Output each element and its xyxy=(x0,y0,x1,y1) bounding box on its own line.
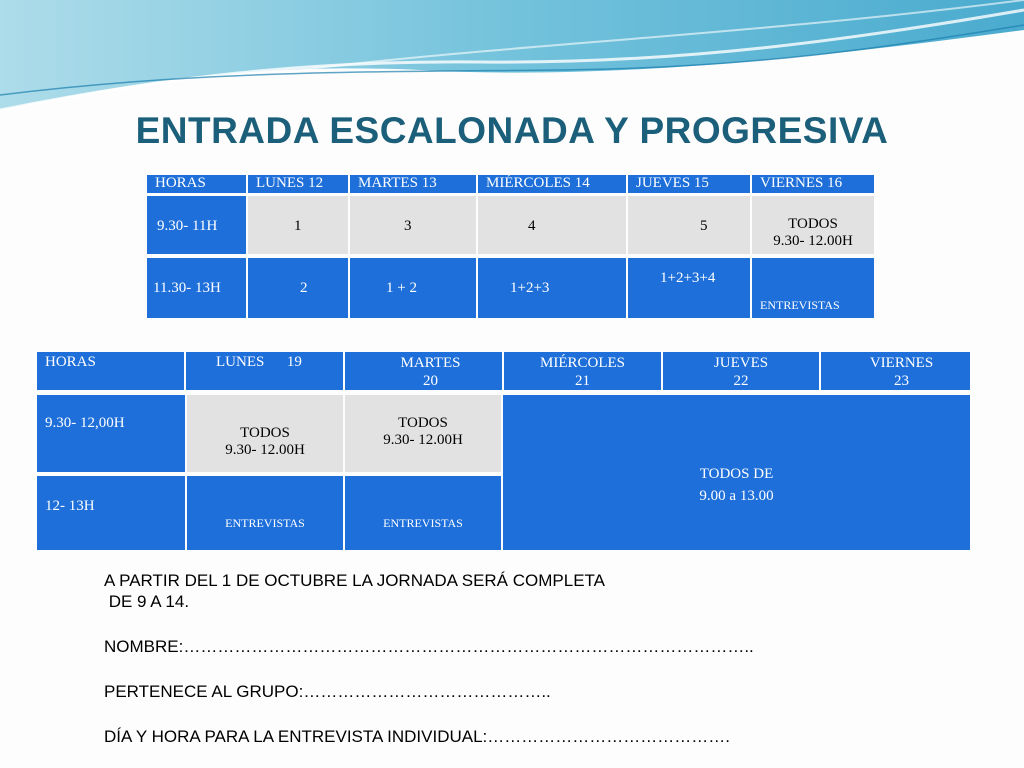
table1-row2-hour: 11.30- 13H xyxy=(147,258,246,318)
table2-row1-martes-line1: TODOS xyxy=(398,415,448,431)
table1-header-lunes: LUNES 12 xyxy=(248,175,348,193)
table1-header-jueves: JUEVES 15 xyxy=(628,175,750,193)
notes-section xyxy=(104,570,754,747)
table2-header-jueves-num: 22 xyxy=(733,373,749,389)
table1-row1-lunes: 1 xyxy=(248,196,348,254)
page-title: ENTRADA ESCALONADA Y PROGRESIVA xyxy=(135,110,889,151)
table2-header-jueves-day: JUEVES xyxy=(713,355,769,371)
table2-header-viernes-day: VIERNES xyxy=(869,355,934,371)
table2-row2-martes: ENTREVISTAS xyxy=(345,476,501,550)
table2-header-miercoles xyxy=(504,352,661,390)
table2-row1-martes xyxy=(345,395,501,472)
table1-row1-hour: 9.30- 11H xyxy=(147,196,246,254)
field-grupo: PERTENECE AL GRUPO:…………………………………….. xyxy=(104,682,551,701)
table1-row1-miercoles: 4 xyxy=(478,196,626,254)
table2-header-jueves xyxy=(663,352,819,390)
table1-row1-martes: 3 xyxy=(350,196,476,254)
table2-row1-lunes-line1: TODOS xyxy=(240,425,290,441)
table2-merged-line2: 9.00 a 13.00 xyxy=(699,488,774,504)
table2-header-martes xyxy=(345,352,502,390)
table2-header-martes-day: MARTES xyxy=(400,355,461,371)
table2-header-martes-num: 20 xyxy=(423,373,438,389)
table2-header-miercoles-num: 21 xyxy=(575,373,590,389)
field-nombre: NOMBRE:……………………………………………………………………………………….. xyxy=(104,637,754,656)
table2-row1-martes-line2: 9.30- 12.00H xyxy=(383,432,463,448)
table1-row2-miercoles: 1+2+3 xyxy=(478,258,626,318)
table1-row2-lunes: 2 xyxy=(248,258,348,318)
table2-header-viernes xyxy=(821,352,970,390)
table2-row2-hour: 12- 13H xyxy=(37,476,185,550)
table1-row1-viernes-line2: 9.30- 12.00H xyxy=(773,233,853,249)
table1-row1-viernes-line1: TODOS xyxy=(788,216,838,232)
table2-header-lunes: LUNES 19 xyxy=(186,352,343,390)
table1-header-miercoles: MIÉRCOLES 14 xyxy=(478,175,626,193)
table2-row1-lunes xyxy=(187,395,343,472)
table2-header-horas: HORAS xyxy=(37,352,184,390)
table1-row2-martes: 1 + 2 xyxy=(350,258,476,318)
field-entrevista: DÍA Y HORA PARA LA ENTREVISTA INDIVIDUAL:……………………………………. xyxy=(104,727,730,746)
table1-header-viernes: VIERNES 16 xyxy=(752,175,874,193)
decorative-waves xyxy=(0,0,1024,120)
table1-header-horas: HORAS xyxy=(147,175,246,193)
table2-merged-line1: TODOS DE xyxy=(699,466,774,482)
table2-header-miercoles-day: MIÉRCOLES xyxy=(539,355,625,371)
note-jornada: A PARTIR DEL 1 DE OCTUBRE LA JORNADA SERÁ COMPLETA xyxy=(104,571,606,590)
table2-row2-lunes: ENTREVISTAS xyxy=(187,476,343,550)
table1-row1-viernes xyxy=(752,196,874,254)
table2-row1-lunes-line2: 9.30- 12.00H xyxy=(225,442,305,458)
table1-row1-jueves: 5 xyxy=(628,196,750,254)
table2-row1-hour: 9.30- 12,00H xyxy=(37,395,185,472)
table1-row2-jueves: 1+2+3+4 xyxy=(628,258,750,318)
note-horario: DE 9 A 14. xyxy=(104,592,190,611)
table1-row2-viernes: ENTREVISTAS xyxy=(752,258,874,318)
table1-header-martes: MARTES 13 xyxy=(350,175,476,193)
table2-merged-todos xyxy=(503,395,970,550)
table2-header-viernes-num: 23 xyxy=(894,373,909,389)
